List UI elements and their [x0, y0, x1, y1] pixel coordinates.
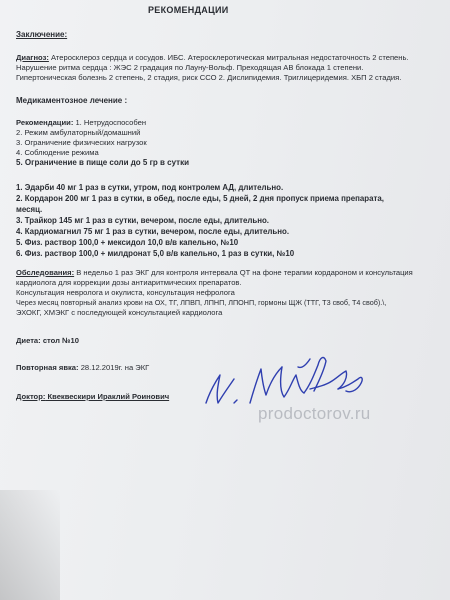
exams-line-3: Консультация невролога и окулиста, консультация нефролога	[16, 288, 235, 297]
conclusion-heading: Заключение:	[16, 30, 68, 39]
recommendation-item-5: 5. Ограничение в пище соли до 5 гр в сутки	[16, 158, 189, 167]
doctor-label: Доктор:	[16, 392, 46, 401]
doctor-name: Квеквескири Ираклий Роинович	[45, 392, 170, 401]
diet-value: стол №10	[42, 336, 79, 345]
prescription-5: 5. Физ. раствор 100,0 + мексидол 10,0 в/в капельно, №10	[16, 238, 239, 247]
repeat-visit-label: Повторная явка:	[16, 363, 79, 372]
diet-line	[16, 336, 79, 345]
recommendations-label: Рекомендации:	[16, 118, 74, 127]
recommendations-line-1	[16, 118, 146, 127]
exams-label: Обследования:	[16, 268, 75, 277]
repeat-visit-line	[16, 363, 149, 372]
recommendation-item-4: 4. Соблюдение режима	[16, 148, 99, 157]
doctor-line	[16, 392, 169, 401]
document-title: РЕКОМЕНДАЦИИ	[148, 5, 229, 15]
diagnosis-line-3: Гипертоническая болезнь 2 степень, 2 стадия, риск ССО 2. Дислипидемия. Триглицеридемия. ХБП 2 стадия.	[16, 73, 402, 82]
exams-text-1: В недельо 1 раз ЭКГ для контроля интервала QT на фоне терапии кордароном и консультация	[74, 268, 413, 277]
prescription-4: 4. Кардиомагнил 75 мг 1 раз в сутки, вечером, после еды, длительно.	[16, 227, 290, 236]
diet-label: Диета:	[16, 336, 41, 345]
diagnosis-line-1	[16, 53, 409, 62]
exams-line-2: кардиолога для коррекции дозы антиаритмических препаратов.	[16, 278, 242, 287]
repeat-visit-value: 28.12.2019г. на ЭКГ	[78, 363, 150, 372]
prescription-2: 2. Кордарон 200 мг 1 раз в сутки, в обед, после еды, 5 дней, 2 дня пропуск приема препарата,	[16, 194, 384, 203]
diagnosis-text-1: Атеросклероз сердца и сосудов. ИБС. Атеросклеротическая митральная недостаточность 2 степень.	[48, 53, 409, 62]
prescription-6: 6. Физ. раствор 100,0 + милдронат 5,0 в/в капельно, 1 раз в сутки, №10	[16, 249, 295, 258]
prescription-2-continued: месяц.	[16, 205, 43, 214]
exams-line-5: ЭХОКГ, ХМЭКГ с последующей консультацией кардиолога	[16, 308, 223, 317]
diagnosis-label: Диагноз:	[16, 53, 49, 62]
recommendation-item-3: 3. Ограничение физических нагрузок	[16, 138, 147, 147]
watermark: prodoctorov.ru	[258, 404, 371, 423]
recommendation-item-2: 2. Режим амбулаторный/домашний	[16, 128, 141, 137]
prescription-1: 1. Эдарби 40 мг 1 раз в сутки, утром, под контролем АД, длительно.	[16, 183, 284, 192]
prescription-3: 3. Трайкор 145 мг 1 раз в сутки, вечером, после еды, длительно.	[16, 216, 269, 225]
recommendation-item-1: 1. Нетрудоспособен	[73, 118, 147, 127]
diagnosis-line-2: Нарушение ритма сердца : ЖЭС 2 градация по Лауну-Вольф. Преходящая АВ блокада 1 степени.	[16, 63, 364, 72]
exams-line-1	[16, 268, 413, 277]
exams-line-4: Через месяц повторный анализ крови на ОХ, ТГ, ЛПВП, ЛПНП, ЛПОНП, гормоны ЩЖ (ТТГ, Т3 своб, Т4 своб).\,	[16, 298, 387, 307]
medication-heading: Медикаментозное лечение :	[16, 96, 128, 105]
page-shadow	[0, 490, 60, 600]
